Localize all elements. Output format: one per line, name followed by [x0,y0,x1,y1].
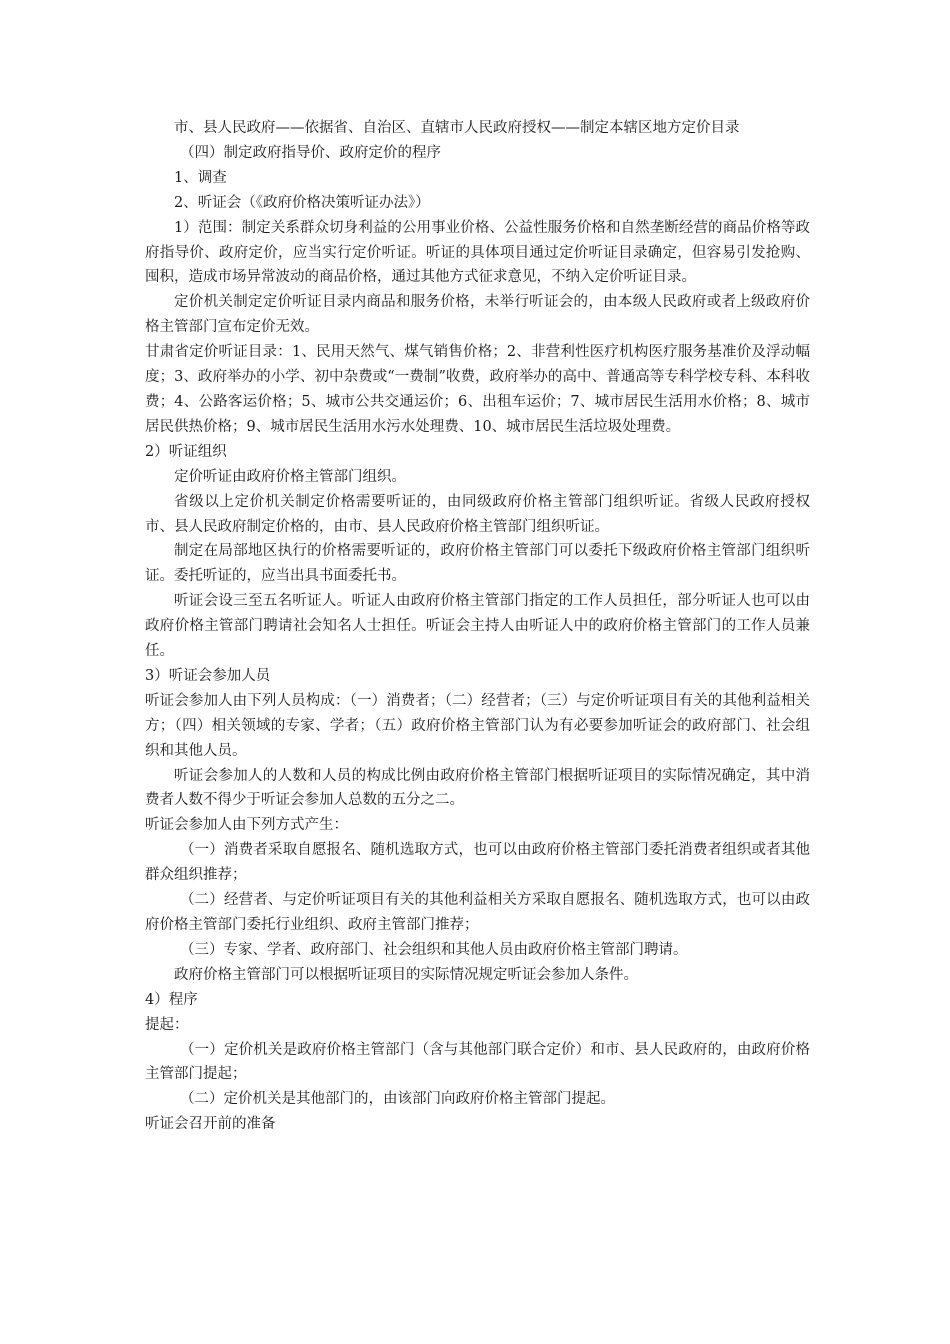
subsection-heading: 3）听证会参加人员 [145,667,271,684]
paragraph: 1）范围：制定关系群众切身利益的公用事业价格、公益性服务价格和自然垄断经营的商品价格等政府指导价、政府定价，应当实行定价听证。听证的具体项目通过定价听证目录确定，但容易引发抢购、囤积，造成市场异常波动的商品价格，通过其他方式征求意见，不纳入定价听证目录。 [145,219,810,286]
section-heading: （四）制定政府指导价、政府定价的程序 [180,144,441,161]
paragraph: 提起： [145,1016,189,1033]
paragraph: 甘肃省定价听证目录：1、民用天然气、煤气销售价格；2、非营利性医疗机构医疗服务基准价及浮动幅度；3、政府举办的小学、初中杂费或“一费制”收费，政府举办的高中、普通高等专科学校专科、本科收费；4、公路客运价格；5、城市公共交通运价；6、出租车运价；7、城市居民生活用水价格；8、城市居民供热价格；9、城市居民生活用水污水处理费、10、城市居民生活垃圾处理费。 [145,344,810,435]
list-item: 1、调查 [174,169,227,186]
paragraph: 听证会参加人的人数和人员的构成比例由政府价格主管部门根据听证项目的实际情况确定，其中消费者人数不得少于听证会参加人总数的五分之二。 [145,767,810,809]
list-item: （三）专家、学者、政府部门、社会组织和其他人员由政府价格主管部门聘请。 [180,941,688,958]
paragraph: 政府价格主管部门可以根据听证项目的实际情况规定听证会参加人条件。 [174,966,638,983]
subsection-heading: 2）听证组织 [145,443,227,460]
paragraph: 听证会设三至五名听证人。听证人由政府价格主管部门指定的工作人员担任，部分听证人也可以由政府价格主管部门聘请社会知名人士担任。听证会主持人由听证人中的政府价格主管部门的工作人员兼任。 [145,593,810,660]
document-page [145,116,810,1137]
paragraph: 制定在局部地区执行的价格需要听证的，政府价格主管部门可以委托下级政府价格主管部门组织听证。委托听证的，应当出具书面委托书。 [145,543,810,585]
paragraph: 定价机关制定定价听证目录内商品和服务价格，未举行听证会的，由本级人民政府或者上级政府价格主管部门宣布定价无效。 [145,294,810,336]
list-item: 2、听证会（《政府价格决策听证办法》） [174,194,430,211]
subsection-heading: 4）程序 [145,991,198,1008]
list-item: （二）定价机关是其他部门的，由该部门向政府价格主管部门提起。 [180,1091,615,1108]
paragraph: 听证会参加人由下列方式产生： [145,817,348,834]
paragraph: 省级以上定价机关制定价格需要听证的，由同级政府价格主管部门组织听证。省级人民政府授权市、县人民政府制定价格的，由市、县人民政府价格主管部门组织听证。 [145,493,810,535]
paragraph: 听证会参加人由下列人员构成：（一）消费者；（二）经营者；（三）与定价听证项目有关的其他利益相关方；（四）相关领域的专家、学者；（五）政府价格主管部门认为有必要参加听证会的政府部门、社会组织和其他人员。 [145,692,810,759]
paragraph: 定价听证由政府价格主管部门组织。 [174,468,406,485]
list-item: （二）经营者、与定价听证项目有关的其他利益相关方采取自愿报名、随机选取方式，也可以由政府价格主管部门委托行业组织、政府主管部门推荐； [145,892,810,933]
paragraph: 听证会召开前的准备 [145,1116,276,1133]
list-item: （一）消费者采取自愿报名、随机选取方式，也可以由政府价格主管部门委托消费者组织或者其他群众组织推荐； [145,842,810,884]
list-item: （一）定价机关是政府价格主管部门（含与其他部门联合定价）和市、县人民政府的，由政府价格主管部门提起； [145,1041,810,1083]
paragraph: 市、县人民政府——依据省、自治区、直辖市人民政府授权——制定本辖区地方定价目录 [174,120,740,136]
